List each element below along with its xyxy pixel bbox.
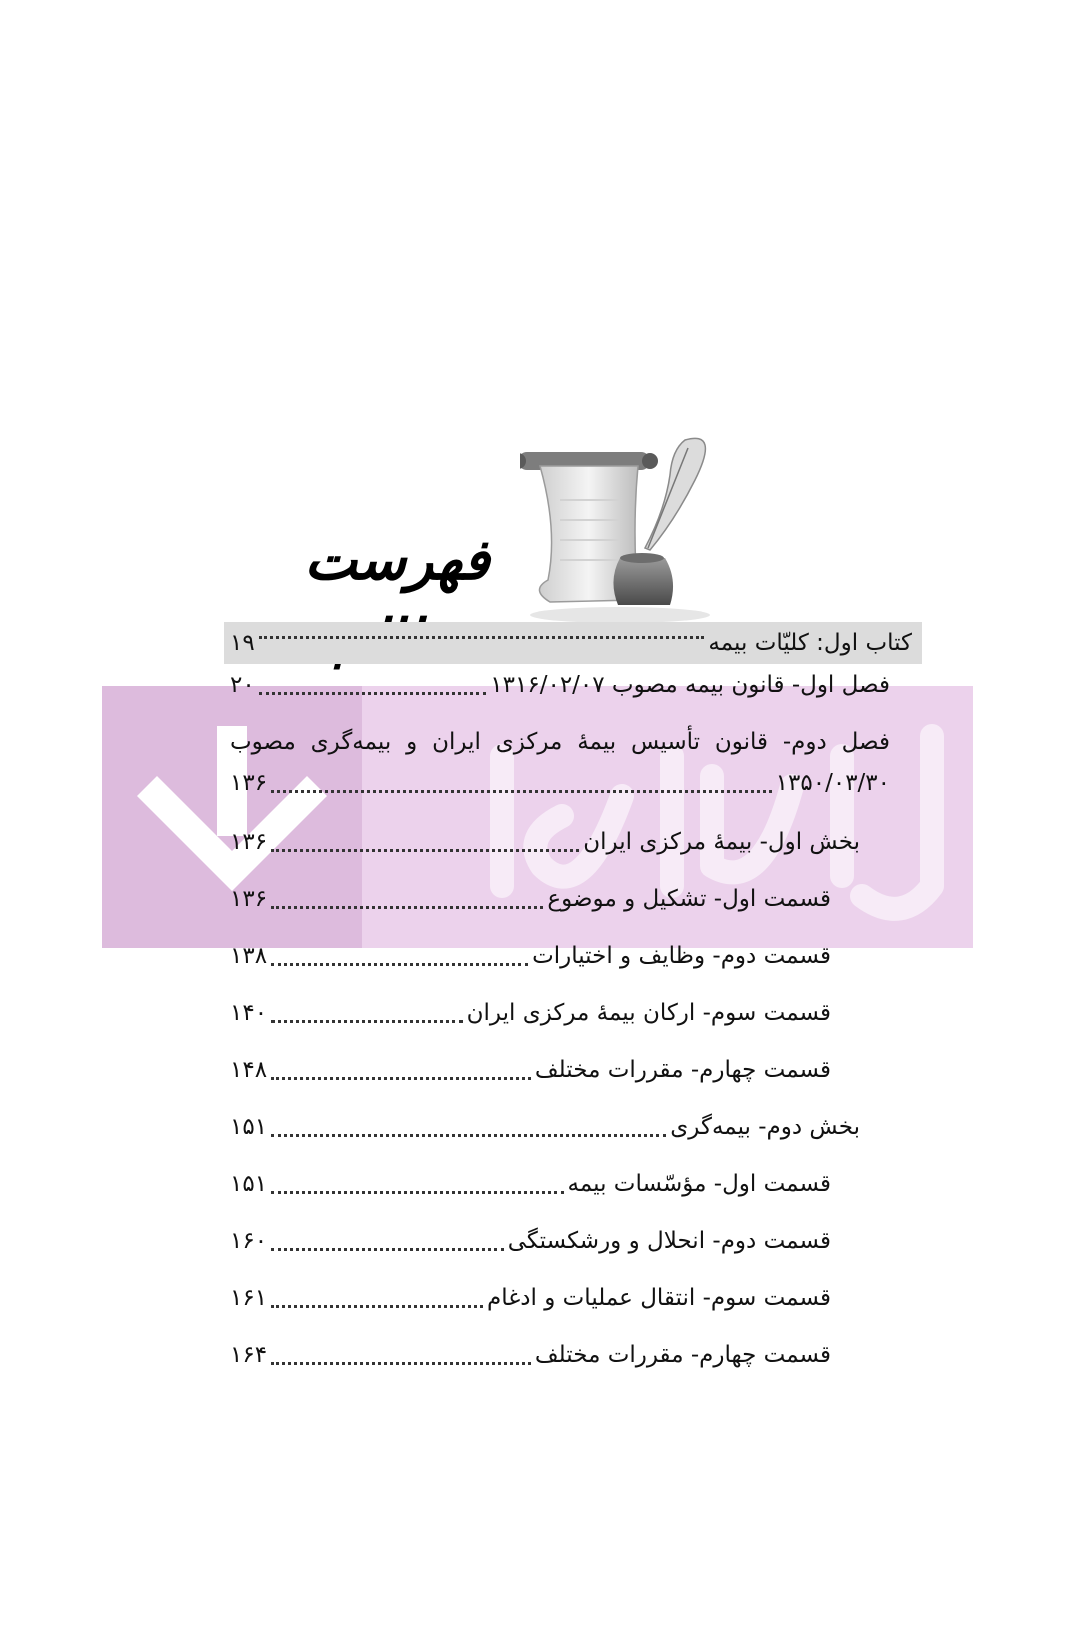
toc-subsection-row[interactable]	[230, 880, 831, 918]
toc-entry-page: ۱۴۰	[230, 1000, 268, 1026]
toc-chapter-row[interactable]	[230, 666, 890, 704]
toc-leader-dots	[271, 1191, 563, 1194]
toc-entry-title: بخش دوم- بیمه‌گری	[670, 1114, 860, 1140]
toc-leader-dots	[271, 963, 528, 966]
toc-leader-dots	[271, 1134, 666, 1137]
toc-entry-title: قسمت سوم- ارکان بیمهٔ مرکزی ایران	[466, 1000, 831, 1026]
toc-entry-page: ۱۶۰	[230, 1228, 268, 1254]
toc-subsection-row[interactable]	[230, 937, 831, 975]
toc-subsection-row[interactable]	[230, 1222, 831, 1260]
toc-leader-dots	[271, 906, 543, 909]
toc-entry-title: فصل اول- قانون بیمه مصوب ۱۳۱۶/۰۲/۰۷	[490, 672, 890, 698]
toc-leader-dots	[271, 1305, 483, 1308]
toc-leader-dots	[271, 1020, 463, 1023]
toc-entry-page: ۱۵۱	[230, 1171, 268, 1197]
toc-entry-title: قسمت دوم- انحلال و ورشکستگی	[507, 1228, 831, 1254]
toc-leader-dots	[271, 790, 772, 793]
toc-subsection-row[interactable]	[230, 994, 831, 1032]
toc-leader-dots	[271, 1362, 531, 1365]
toc-entry-page: ۱۳۶	[230, 829, 268, 855]
toc-entry-title: قسمت چهارم- مقررات مختلف	[534, 1057, 831, 1083]
toc-entry-page: ۱۵۱	[230, 1114, 268, 1140]
toc-entry-page: ۱۳۶	[230, 770, 268, 796]
toc-section-row[interactable]	[230, 823, 860, 861]
toc-entry-page: ۲۰	[230, 672, 255, 698]
toc-entry-title: بخش اول- بیمهٔ مرکزی ایران	[583, 829, 860, 855]
toc-entry-page: ۱۴۸	[230, 1057, 268, 1083]
toc-subsection-row[interactable]	[230, 1165, 831, 1203]
toc-entry-page: ۱۳۶	[230, 886, 268, 912]
toc-chapter-row[interactable]	[230, 764, 890, 802]
toc-chapter-title-line: فصل دوم- قانون تأسیس بیمهٔ مرکزی ایران و بیمه‌گری مصوب	[230, 729, 890, 755]
toc-book-row[interactable]	[224, 622, 922, 664]
toc-leader-dots	[271, 1077, 531, 1080]
toc-subsection-row[interactable]	[230, 1336, 831, 1374]
toc-entry-title: قسمت سوم- انتقال عملیات و ادغام	[487, 1285, 831, 1311]
toc-section-row[interactable]	[230, 1108, 860, 1146]
toc-leader-dots	[259, 692, 487, 695]
toc-subsection-row[interactable]	[230, 1279, 831, 1317]
toc-leader-dots	[271, 849, 579, 852]
toc-entry-title: ۱۳۵۰/۰۳/۳۰	[775, 770, 890, 796]
toc-entry-title: قسمت اول- تشکیل و موضوع	[547, 886, 831, 912]
toc-entry-title: قسمت چهارم- مقررات مختلف	[534, 1342, 831, 1368]
toc-entry-title: قسمت اول- مؤسّسات بیمه	[567, 1171, 831, 1197]
toc-entry-title: کتاب اول: کلیّات بیمه	[708, 630, 912, 656]
toc-entry-page: ۱۳۸	[230, 943, 268, 969]
toc-entry-page: ۱۶۱	[230, 1285, 268, 1311]
toc-subsection-row[interactable]	[230, 1051, 831, 1089]
toc-entry-page: ۱۹	[230, 630, 255, 656]
page-title: فهرست	[304, 527, 490, 593]
toc-leader-dots	[271, 1248, 504, 1251]
toc-entry-title: قسمت دوم- وظایف و اختیارات	[532, 943, 831, 969]
toc-entry-page: ۱۶۴	[230, 1342, 268, 1368]
toc-leader-dots	[259, 636, 705, 639]
